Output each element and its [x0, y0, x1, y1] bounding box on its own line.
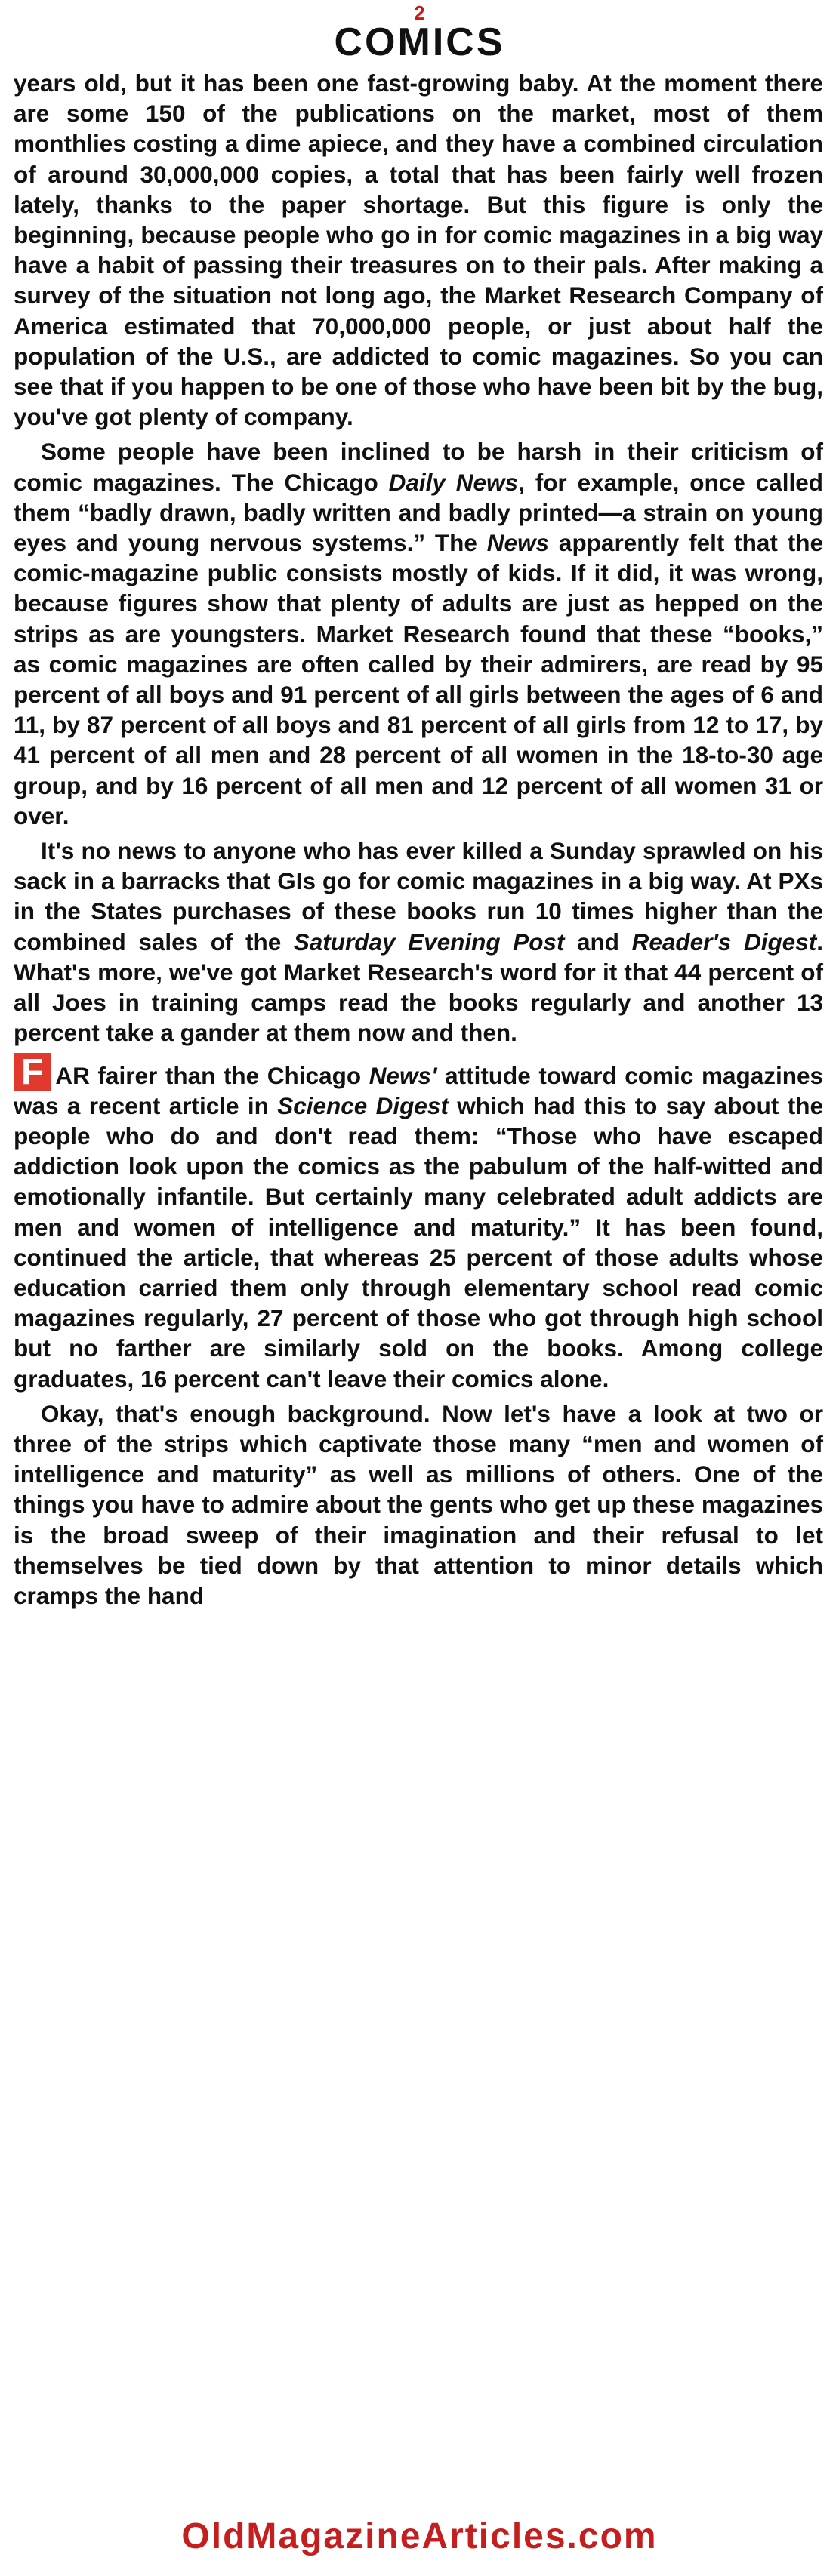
publication-title: Reader's Digest [631, 928, 817, 956]
article-text: apparently felt that the comic-magazine public consists mostly of kids. If it did, it was wrong, because figures show that plenty of adults are just as hepped on the strips as are youngsters. Market Research found that these “books,” as comic magazines are often called by their admirers, are read by 95 percent of all boys and 91 percent of all girls between the ages of 6 and 11, by 87 percent of all boys and 81 percent of all girls from 12 to 17, by 41 percent of all men and 28 percent of all women in the 18-to-30 age group, and by 16 percent of all men and 12 percent of all women 31 or over. [14, 529, 823, 829]
article-paragraph [14, 1053, 823, 1394]
article-paragraph [14, 1399, 823, 1611]
publication-title: Saturday Evening Post [293, 928, 565, 956]
article-text: and [564, 928, 632, 956]
article-text: , for example, once called them “badly drawn, badly written and badly printed—a strain on young eyes and young nervous systems.” The [14, 468, 823, 557]
article-text: years old, but it has been one fast-growing baby. At the moment there are some 150 of the publications on the market, most of them monthlies costing a dime apiece, and they have a combined circulation of around 30,000,000 copies, a total that has been fairly well frozen lately, thanks to the paper shortage. But this figure is only the beginning, because people who go in for comic magazines in a big way have a habit of passing their treasures on to their pals. After making a survey of the situation not long ago, the Market Research Company of America estimated that 70,000,000 people, or just about half the population of the U.S., are addicted to comic magazines. So you can see that if you happen to be one of those who have been bit by the bug, you've got plenty of company. [14, 69, 823, 431]
page-number: 2 [414, 2, 425, 24]
article-paragraph [14, 436, 823, 831]
article-text: Okay, that's enough background. Now let's have a look at two or three of the strips which captivate those many “men and women of intelligence and maturity” as well as millions of others. One of the things you have to admire about the gents who get up these magazines is the broad sweep of their imagination and their refusal to let themselves be tied down by that attention to minor details which cramps the hand [14, 1399, 823, 1609]
article-text: fairer than the Chicago [89, 1061, 369, 1089]
article-text: attitude toward comic magazines was a recent article in [14, 1061, 824, 1119]
drop-cap: F [14, 1053, 51, 1091]
publication-title: Daily News [388, 468, 519, 496]
lead-in-text: AR [55, 1061, 90, 1089]
publication-title: News [486, 529, 550, 557]
article-body [14, 68, 823, 1615]
site-watermark: OldMagazineArticles.com [181, 2516, 658, 2556]
article-text: Some people have been inclined to be harsh in their criticism of comic magazines. The Chicago [14, 438, 823, 496]
publication-title: Science Digest [277, 1091, 449, 1119]
article-paragraph [14, 836, 823, 1048]
article-text: . What's more, we've got Market Research's word for it that 44 percent of all Joes in training camps read the books regularly and another 13 percent take a gander at them now and then. [14, 928, 823, 1047]
article-paragraph [14, 68, 823, 432]
article-text: It's no news to anyone who has ever killed a Sunday sprawled on his sack in a barracks that GIs go for comic magazines in a big way. At PXs in the States purchases of these books run 10 times higher than the combined sales of the [14, 837, 823, 956]
article-text: which had this to say about the people who do and don't read them: “Those who have escaped addiction look upon the comics as the pabulum of the half-witted and emotionally infantile. But certainly many celebrated adult addicts are men and women of intelligence and maturity.” It has been found, continued the article, that whereas 25 percent of those adults whose education carried them only through elementary school read comic magazines regularly, 27 percent of those who got through high school but no farther are similarly sold on the books. Among college graduates, 16 percent can't leave their comics alone. [14, 1091, 823, 1393]
page-title: COMICS [334, 20, 505, 64]
publication-title: News' [369, 1061, 437, 1089]
